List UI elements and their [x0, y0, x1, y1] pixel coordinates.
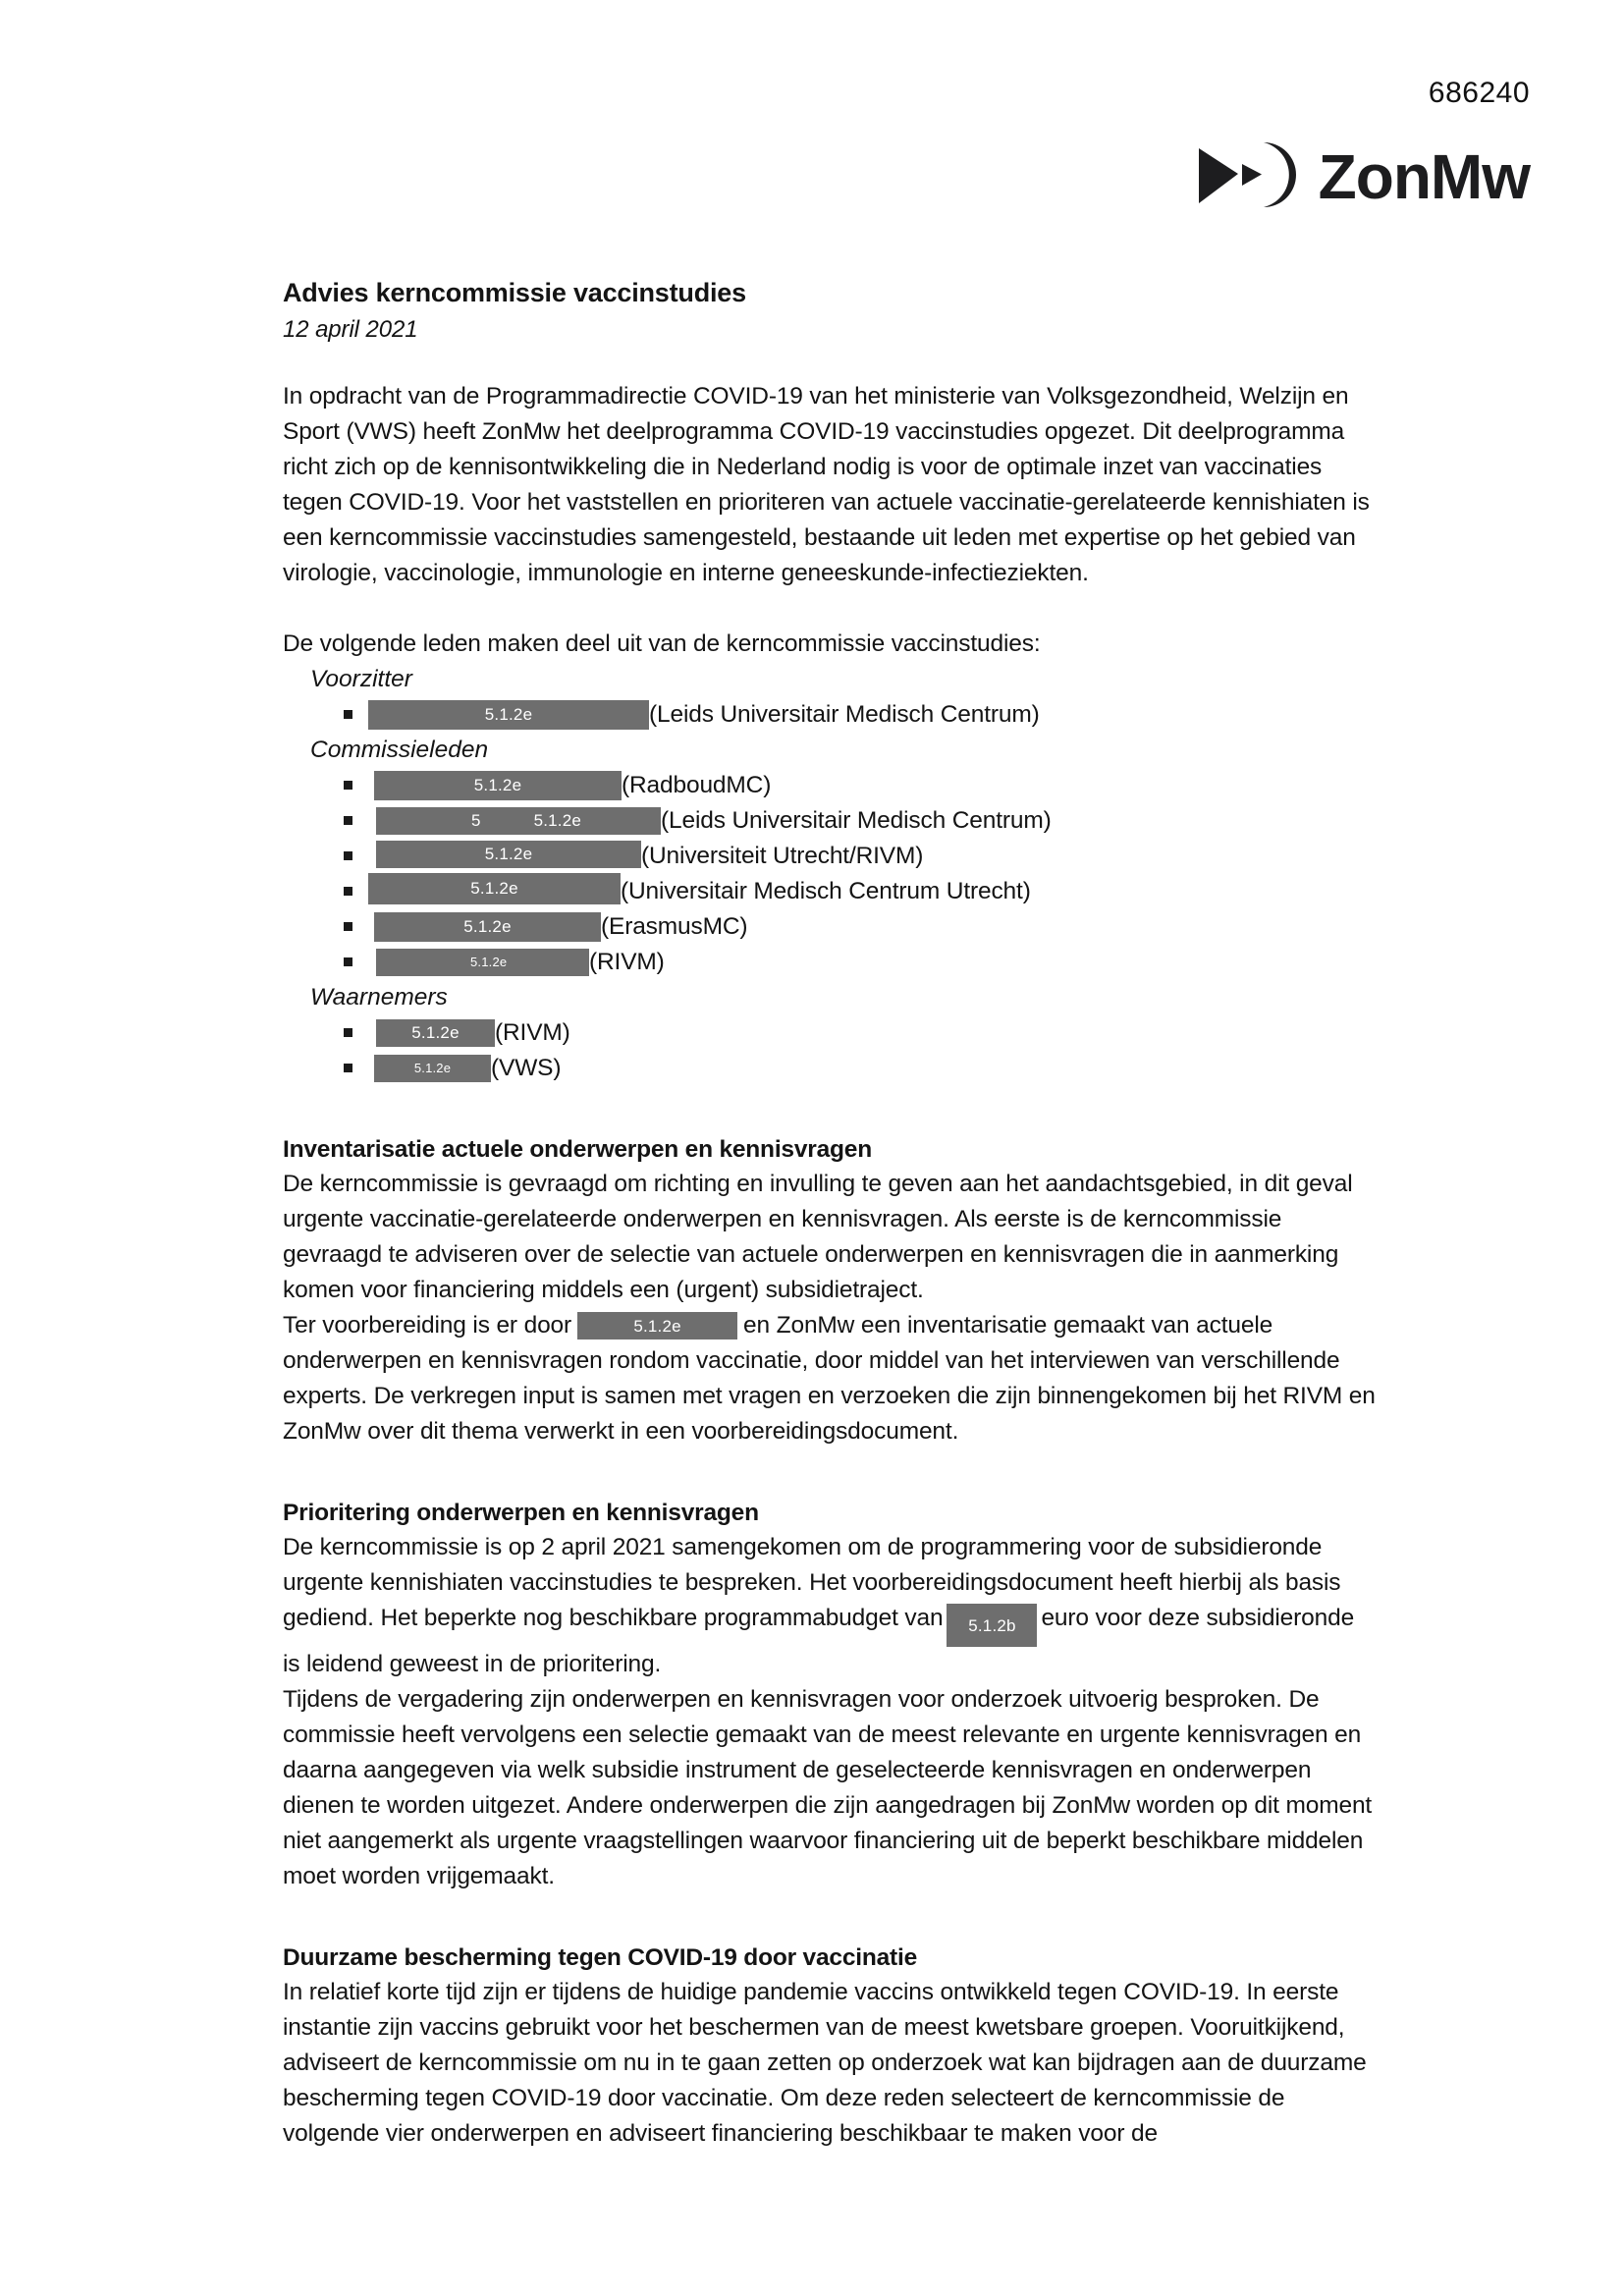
zonmw-logo-mark — [1195, 138, 1301, 216]
intro-paragraph: In opdracht van de Programmadirectie COVID-19 van het ministerie van Volksgezondheid, Welzijn en Sport (VWS) heeft ZonMw het deelprogramma COVID-19 vaccinstudies opgezet. Dit deelprogramma richt zich op de kennisontwikkeling die in Nederland nodig is voor de optimale inzet van vaccinaties tegen COVID-19. Voor het vaststellen en prioriteren van actuele vaccinatie-gerelateerde kennishiaten is een kerncommissie vaccinstudies samengesteld, bestaande uit leden met expertise op het gebied van virologie, vaccinologie, immunologie en interne geneeskunde-infectieziekten. — [283, 382, 1370, 586]
list-item — [344, 803, 1377, 839]
redaction-box: 5.1.2e — [374, 912, 601, 942]
zonmw-logo — [1195, 137, 1530, 216]
role-label-observers: Waarnemers — [310, 983, 448, 1011]
bullet-icon — [344, 887, 352, 896]
list-item — [344, 909, 1377, 945]
list-item — [344, 874, 1377, 909]
bullet-icon — [344, 710, 352, 719]
inventarisatie-paragraph-2 — [283, 1308, 1377, 1449]
list-item — [344, 1051, 1377, 1086]
redaction-box: 5.1.2b — [947, 1604, 1037, 1647]
inventarisatie-paragraph-1: De kerncommissie is gevraagd om richting en invulling te geven aan het aandachtsgebied, in dit geval urgente vaccinatie-gerelateerde onderwerpen en kennisvragen. Als eerste is de kerncommissie gevraagd te adviseren over de selectie van actuele onderwerpen en kennisvragen die in aanmerking komen voor financiering middels een (urgent) subsidietraject. — [283, 1170, 1353, 1303]
redaction-box: 5.1.2e — [368, 873, 621, 904]
member-organisation: (Universitair Medisch Centrum Utrecht) — [621, 877, 1031, 904]
member-organisation: (VWS) — [491, 1054, 562, 1081]
section-heading-prioritering: Prioritering onderwerpen en kennisvragen — [283, 1499, 759, 1526]
section-heading-duurzame-bescherming: Duurzame bescherming tegen COVID-19 door vaccinatie — [283, 1944, 918, 1972]
bullet-icon — [344, 816, 352, 825]
bullet-icon — [344, 1064, 352, 1072]
document-date: 12 april 2021 — [283, 315, 418, 343]
bullet-icon — [344, 851, 352, 860]
list-item — [344, 768, 1377, 803]
paragraph-text-after-redaction: euro voor deze subsidieronde is leidend geweest in de prioritering. — [283, 1604, 1355, 1678]
list-item — [344, 1015, 1377, 1051]
member-organisation: (ErasmusMC) — [601, 912, 748, 940]
redaction-box: 5.1.2e — [376, 1019, 495, 1047]
member-organisation: (Universiteit Utrecht/RIVM) — [641, 842, 924, 869]
redaction-box: 5.1.2e — [368, 700, 649, 730]
redaction-box: 5.1.2e — [376, 841, 641, 868]
paragraph-text-before-redaction: Ter voorbereiding is er door — [283, 1311, 572, 1339]
bullet-icon — [344, 781, 352, 790]
prioritering-paragraph-1 — [283, 1530, 1377, 1683]
redaction-box: 5 5.1.2e — [376, 807, 661, 835]
document-number: 686240 — [1428, 77, 1530, 109]
paragraph-text-after-redaction: en ZonMw een inventarisatie gemaakt van actuele onderwerpen en kennisvragen rondom vaccinatie, door middel van het interviewen van verschillende experts. De verkregen input is samen met vragen en verzoeken die zijn binnengekomen bij het RIVM en ZonMw over dit thema verwerkt in een voorbereidingsdocument. — [283, 1311, 1376, 1445]
member-organisation: (Leids Universitair Medisch Centrum) — [661, 806, 1052, 834]
bullet-icon — [344, 1028, 352, 1037]
section-heading-inventarisatie: Inventarisatie actuele onderwerpen en kennisvragen — [283, 1135, 872, 1163]
role-label-chair: Voorzitter — [310, 665, 412, 692]
list-item — [344, 839, 1377, 874]
list-item — [344, 945, 1377, 980]
page-title: Advies kerncommissie vaccinstudies — [283, 278, 746, 307]
member-organisation: (RIVM) — [589, 948, 665, 975]
member-organisation: (RadboudMC) — [622, 771, 772, 798]
paragraph-text-before-redaction: De kerncommissie is op 2 april 2021 samengekomen om de programmering voor de subsidieronde urgente kennishiaten vaccinstudies te bespreken. Het voorbereidingsdocument heeft hierbij als basis gediend. Het beperkte nog beschikbare programmabudget van — [283, 1533, 1341, 1631]
member-organisation: (RIVM) — [495, 1018, 570, 1046]
duurzame-paragraph-1: In relatief korte tijd zijn er tijdens de huidige pandemie vaccins ontwikkeld tegen COVID-19. In eerste instantie zijn vaccins gebruikt voor het beschermen van de meest kwetsbare groepen. Vooruitkijkend, adviseert de kerncommissie om nu in te gaan zetten op onderzoek wat kan bijdragen aan de duurzame bescherming tegen COVID-19 door vaccinatie. Om deze reden selecteert de kerncommissie de volgende vier onderwerpen en adviseert financiering beschikbaar te maken voor de — [283, 1979, 1367, 2148]
redaction-box: 5.1.2e — [577, 1312, 737, 1339]
redaction-box: 5.1.2e — [374, 771, 622, 800]
zonmw-wordmark: ZonMw — [1318, 141, 1530, 212]
document-body — [283, 277, 1377, 2152]
redaction-box: 5.1.2e — [374, 1055, 491, 1082]
role-label-commission: Commissieleden — [310, 736, 489, 763]
list-item — [344, 697, 1377, 733]
member-organisation: (Leids Universitair Medisch Centrum) — [649, 700, 1040, 728]
bullet-icon — [344, 922, 352, 931]
bullet-icon — [344, 957, 352, 966]
members-lead-in: De volgende leden maken deel uit van de kerncommissie vaccinstudies: — [283, 629, 1041, 657]
redaction-box: 5.1.2e — [376, 949, 589, 976]
prioritering-paragraph-2: Tijdens de vergadering zijn onderwerpen en kennisvragen voor onderzoek uitvoerig besproken. De commissie heeft vervolgens een selectie gemaakt van de meest relevante en urgente kennisvragen en daarna aangegeven via welk subsidie instrument de geselecteerde kennisvragen en onderwerpen dienen te worden uitgezet. Andere onderwerpen die zijn aangedragen bij ZonMw worden op dit moment niet aangemerkt als urgente vraagstellingen waarvoor financiering uit de beperkt beschikbare middelen moet worden vrijgemaakt. — [283, 1686, 1373, 1890]
